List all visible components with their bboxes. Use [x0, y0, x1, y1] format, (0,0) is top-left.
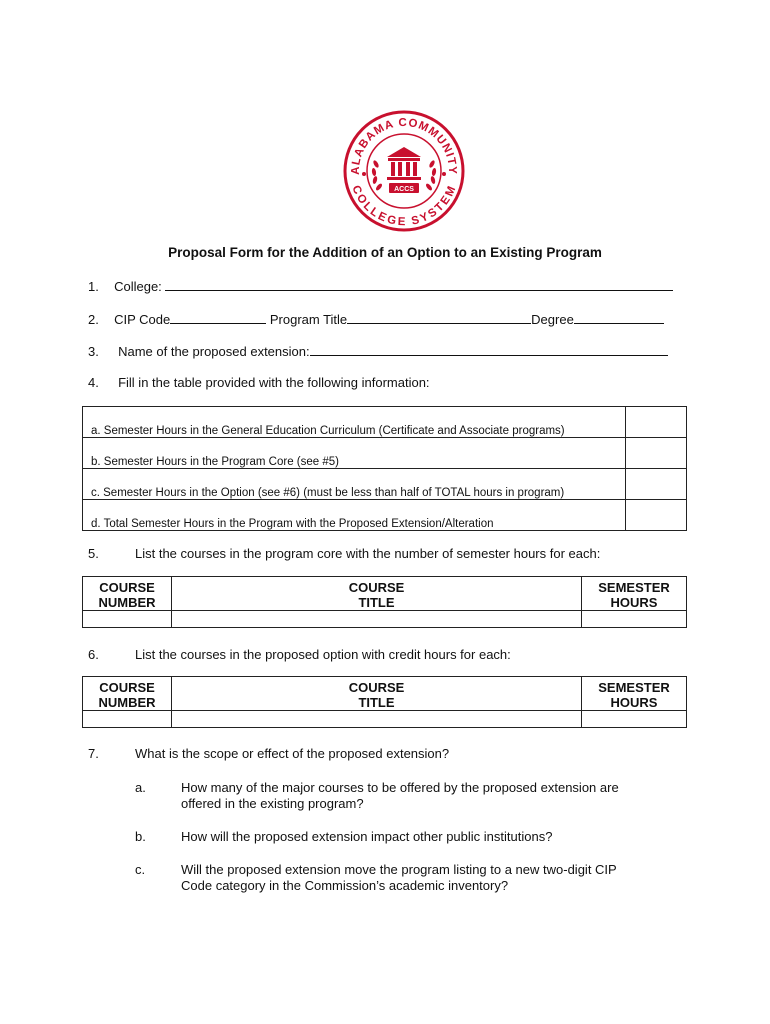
course-title-header: COURSE TITLE: [172, 677, 582, 711]
table-header-row: [83, 677, 687, 711]
hours-row-label: b. Semester Hours in the Program Core (see #5): [83, 438, 626, 469]
cip-field-row: [88, 310, 664, 327]
program-title-label: Program Title: [269, 312, 348, 327]
question-6-text: List the courses in the proposed option with credit hours for each:: [135, 647, 511, 662]
semester-hours-header: SEMESTER HOURS: [582, 677, 687, 711]
semester-hours-cell[interactable]: [582, 711, 687, 728]
college-label: College:: [114, 279, 162, 294]
cip-code-label: CIP Code: [114, 312, 171, 327]
extension-field-row: [88, 342, 668, 359]
hours-row-label: d. Total Semester Hours in the Program with the Proposed Extension/Alteration: [83, 500, 626, 531]
item-number: 1.: [88, 279, 99, 294]
question-5-text: List the courses in the program core with the number of semester hours for each:: [135, 546, 601, 561]
question-7a-line2: offered in the existing program?: [181, 796, 364, 811]
hours-row-label: c. Semester Hours in the Option (see #6) (must be less than half of TOTAL hours in program): [83, 469, 626, 500]
question-7c-letter: c.: [135, 862, 146, 877]
question-7a-line1: How many of the major courses to be offered by the proposed extension are: [181, 780, 619, 795]
question-7-text: What is the scope or effect of the proposed extension?: [135, 746, 450, 761]
hours-value-cell[interactable]: [626, 469, 687, 500]
hours-value-cell[interactable]: [626, 407, 687, 438]
fill-instruction-row: [88, 375, 430, 390]
extension-label: Name of the proposed extension:: [118, 344, 310, 359]
course-number-header: COURSE NUMBER: [83, 577, 172, 611]
question-7-number: 7.: [88, 746, 99, 761]
program-core-courses-table: [82, 576, 687, 628]
question-7b-letter: b.: [135, 829, 146, 844]
question-5-number: 5.: [88, 546, 99, 561]
page-title: Proposal Form for the Addition of an Option to an Existing Program: [168, 245, 602, 260]
semester-hours-header: SEMESTER HOURS: [582, 577, 687, 611]
question-7c-line1: Will the proposed extension move the program listing to a new two-digit CIP: [181, 862, 617, 877]
course-number-header: COURSE NUMBER: [83, 677, 172, 711]
svg-text:ALABAMA COMMUNITY: ALABAMA COMMUNITY: [349, 116, 459, 175]
question-6-number: 6.: [88, 647, 99, 662]
degree-label: Degree: [531, 312, 574, 327]
table-row: [83, 711, 687, 728]
college-input-line[interactable]: [165, 277, 673, 291]
question-7b-line1: How will the proposed extension impact other public institutions?: [181, 829, 553, 844]
course-title-cell[interactable]: [172, 711, 582, 728]
item-number: 2.: [88, 312, 99, 327]
table-header-row: [83, 577, 687, 611]
accs-logo: [343, 110, 465, 232]
table-row: [83, 407, 687, 438]
item-number: 3.: [88, 344, 99, 359]
accs-seal-icon: [343, 110, 465, 232]
course-title-header: COURSE TITLE: [172, 577, 582, 611]
table-row: [83, 500, 687, 531]
extension-input-line[interactable]: [310, 342, 668, 356]
college-field-row: [88, 277, 673, 294]
hours-row-label: a. Semester Hours in the General Education Curriculum (Certificate and Associate programs): [83, 407, 626, 438]
hours-value-cell[interactable]: [626, 500, 687, 531]
table-row: [83, 611, 687, 628]
course-number-cell[interactable]: [83, 711, 172, 728]
table-row: [83, 438, 687, 469]
degree-input-line[interactable]: [574, 310, 664, 324]
semester-hours-cell[interactable]: [582, 611, 687, 628]
option-courses-table: [82, 676, 687, 728]
program-title-input-line[interactable]: [347, 310, 531, 324]
hours-summary-table: [82, 406, 687, 531]
logo-center-text: ACCS: [394, 186, 414, 193]
question-7c-line2: Code category in the Commission’s academic inventory?: [181, 878, 509, 893]
question-7a-letter: a.: [135, 780, 146, 795]
course-title-cell[interactable]: [172, 611, 582, 628]
item-number: 4.: [88, 375, 99, 390]
course-number-cell[interactable]: [83, 611, 172, 628]
table-row: [83, 469, 687, 500]
svg-text:COLLEGE SYSTEM: COLLEGE SYSTEM: [349, 183, 459, 229]
hours-value-cell[interactable]: [626, 438, 687, 469]
fill-instruction-label: Fill in the table provided with the following information:: [118, 375, 430, 390]
cip-code-input-line[interactable]: [170, 310, 266, 324]
